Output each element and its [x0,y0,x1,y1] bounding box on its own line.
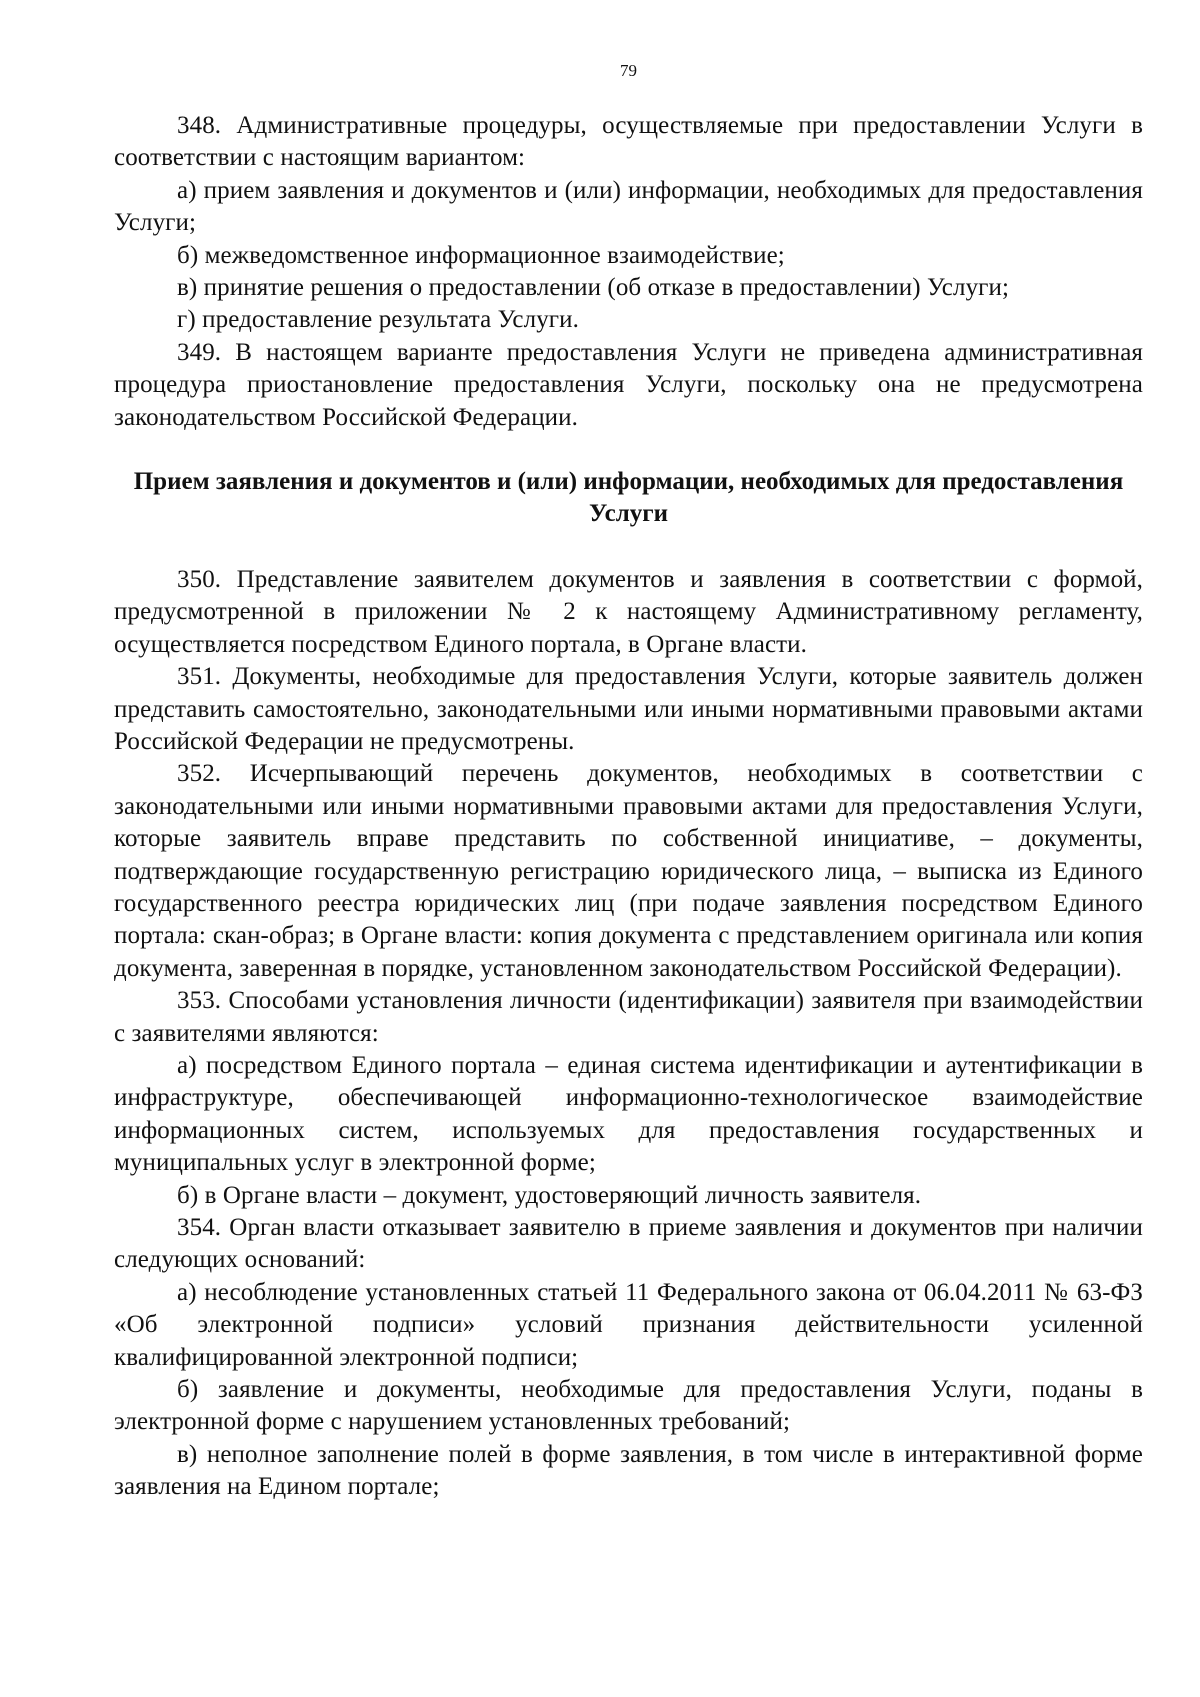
section-heading: Прием заявления и документов и (или) информации, необходимых для предоставления Услуги [133,468,1124,528]
list-item-353-b: б) в Органе власти – документ, удостоверяющий личность заявителя. [177,1181,922,1209]
list-item-a: а) прием заявления и документов и (или) информации, необходимых для предоставления Услуги; [114,176,1143,237]
paragraph-352: 352. Исчерпывающий перечень документов, необходимых в соответствии с законодательными или иными нормативными правовыми актами для предоставления Услуги, которые заявитель вправе представить по собственной инициативе, – документы, подтверждающие государственную регистрацию юридического лица, – выписка из Единого государственного реестра юридических лиц (при подаче заявления посредством Единого портала: скан-образ; в Органе власти: копия документа с представлением оригинала или копия документа, заверенная в порядке, установленном законодательством Российской Федерации). [114,760,1143,982]
list-item-354-v: в) неполное заполнение полей в форме заявления, в том числе в интерактивной форме заявления на Едином портале; [114,1440,1143,1501]
list-item-g: г) предоставление результата Услуги. [177,306,579,334]
list-item-354-b: б) заявление и документы, необходимые для предоставления Услуги, поданы в электронной форме с нарушением установленных требований; [114,1376,1143,1436]
paragraph-354: 354. Орган власти отказывает заявителю в приеме заявления и документов при наличии следующих оснований: [114,1214,1143,1274]
paragraph-348: 348. Административные процедуры, осуществляемые при предоставлении Услуги в соответствии с настоящим вариантом: [114,112,1143,172]
list-item-b: б) межведомственное информационное взаимодействие; [177,241,785,269]
list-item-v: в) принятие решения о предоставлении (об отказе в предоставлении) Услуги; [177,274,1010,302]
paragraph-350: 350. Представление заявителем документов и заявления в соответствии с формой, предусмотренной в приложении № 2 к настоящему Административному регламенту, осуществляется посредством Единого портала, в Органе власти. [114,565,1143,658]
list-item-354-a: а) несоблюдение установленных статьей 11 Федерального закона от 06.04.2011 № 63-ФЗ «Об электронной подписи» условий признания действительности усиленной квалифицированной электронной подписи; [114,1278,1143,1371]
paragraph-349: 349. В настоящем варианте предоставления Услуги не приведена административная процедура приостановление предоставления Услуги, поскольку она не предусмотрена законодательством Российской Федерации. [114,338,1143,431]
paragraph-351: 351. Документы, необходимые для предоставления Услуги, которые заявитель должен представить самостоятельно, законодательными или иными нормативными правовыми актами Российской Федерации не предусмотрены. [114,663,1143,755]
page-number: 79 [620,61,637,80]
list-item-353-a: а) посредством Единого портала – единая система идентификации и аутентификации в инфраструктуре, обеспечивающей информационно-технологическое взаимодействие информационных систем, используемых для предоставления государственных и муниципальных услуг в электронной форме; [114,1051,1143,1177]
paragraph-353: 353. Способами установления личности (идентификации) заявителя при взаимодействии с заявителями являются: [114,987,1143,1047]
